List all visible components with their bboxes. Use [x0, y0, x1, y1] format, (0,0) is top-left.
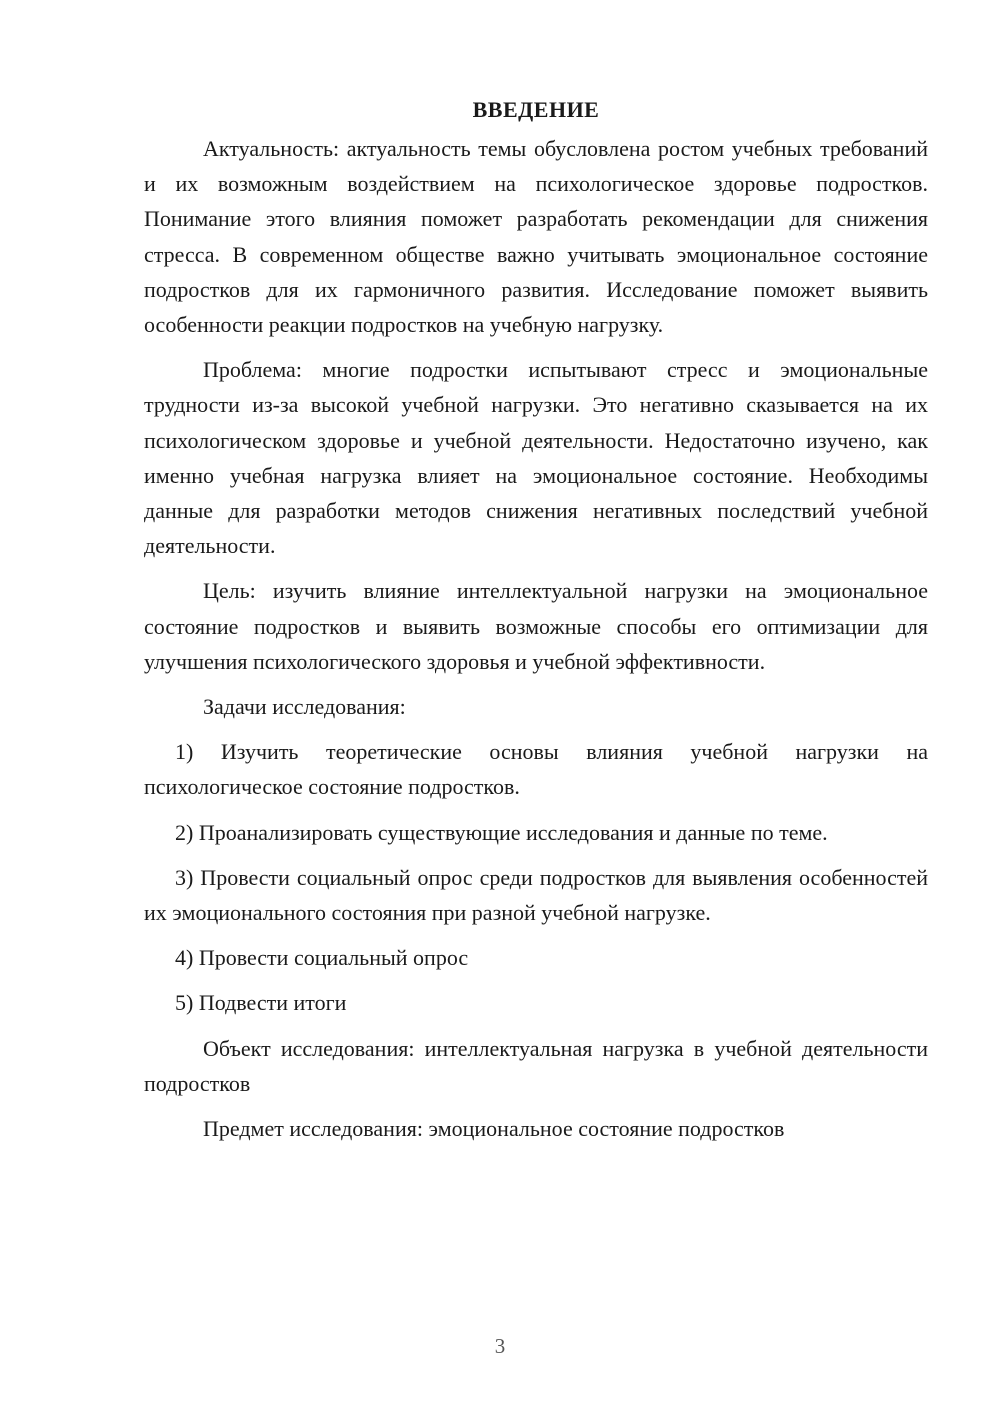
document-page [144, 94, 928, 1156]
research-subject-paragraph: Предмет исследования: эмоциональное состояние подростков [203, 1116, 785, 1142]
task-item-3: 3) Провести социальный опрос среди подростков для выявления особенностей их эмоционального состояния при разной учебной нагрузке. [144, 864, 928, 926]
task-item-4: 4) Провести социальный опрос [175, 945, 469, 971]
tasks-heading: Задачи исследования: [203, 694, 406, 720]
goal-paragraph: Цель: изучить влияние интеллектуальной нагрузки на эмоциональное состояние подростков и выявить возможные способы его оптимизации для улучшения психологического здоровья и учебной эффективности. [144, 578, 928, 674]
section-heading: ВВЕДЕНИЕ [472, 97, 600, 122]
problem-paragraph: Проблема: многие подростки испытывают стресс и эмоциональные трудности из-за высокой учебной нагрузки. Это негативно сказывается на их психологическом здоровье и учебной деятельности. Недостаточно изучено, как именно учебная нагрузка влияет на эмоциональное состояние. Необходимы данные для разработки методов снижения негативных последствий учебной деятельности. [144, 357, 928, 559]
relevance-paragraph: Актуальность: актуальность темы обусловлена ростом учебных требований и их возможным воздействием на психологическое здоровье подростков. Понимание этого влияния поможет разработать рекомендации для снижения стресса. В современном обществе важно учитывать эмоциональное состояние подростков для их гармоничного развития. Исследование поможет выявить особенности реакции подростков на учебную нагрузку. [144, 136, 928, 338]
task-item-5: 5) Подвести итоги [175, 990, 347, 1016]
task-item-2: 2) Проанализировать существующие исследования и данные по теме. [175, 819, 828, 845]
page-number: 3 [494, 1334, 506, 1358]
research-object-paragraph: Объект исследования: интеллектуальная нагрузка в учебной деятельности подростков [144, 1035, 928, 1096]
task-item-1: 1) Изучить теоретические основы влияния учебной нагрузки на психологическое состояние подростков. [144, 739, 928, 800]
